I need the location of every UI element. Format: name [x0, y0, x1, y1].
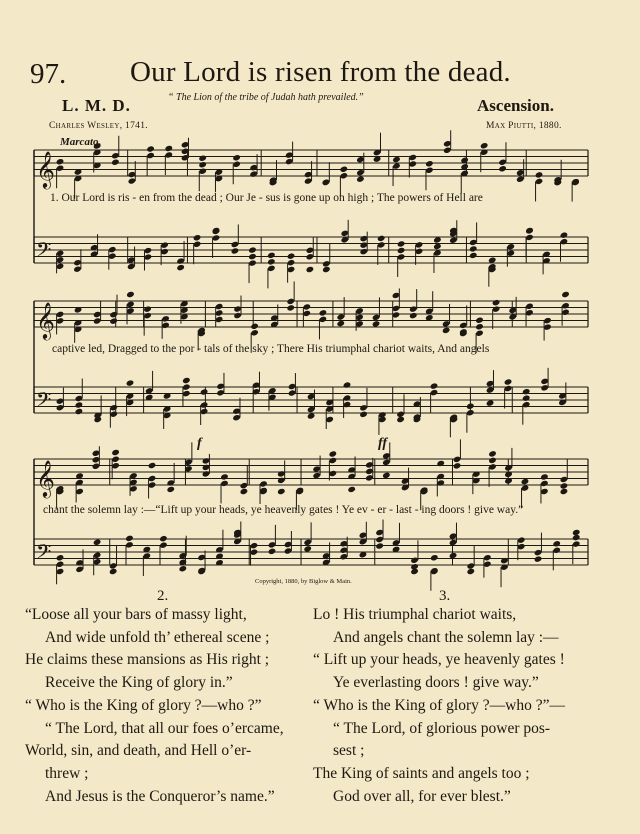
notehead: [179, 565, 188, 572]
notehead: [442, 327, 451, 334]
notehead: [480, 142, 489, 149]
verse-line: “ Lift up your heads, ye heavenly gates !: [313, 651, 565, 669]
verse-line: “ Who is the King of glory ?—who ?”: [25, 696, 262, 714]
notehead: [277, 488, 286, 495]
notehead: [146, 145, 155, 152]
notehead: [159, 535, 168, 542]
verse-line: Receive the King of glory in.”: [45, 674, 233, 692]
notehead: [382, 472, 391, 479]
verse-line: “Loose all your bars of massy light,: [25, 606, 247, 623]
verse-line: The King of saints and angels too ;: [313, 764, 530, 782]
notehead: [347, 486, 356, 493]
verse-line: And angels chant the solemn lay :—: [333, 628, 559, 646]
tempo-marking: Marcato.: [60, 136, 102, 148]
notehead: [306, 266, 315, 273]
verse-line: Ye everlasting doors ! give way.”: [333, 674, 539, 692]
notehead: [534, 555, 543, 562]
notehead: [109, 317, 118, 324]
notehead: [198, 155, 207, 162]
bass-clef-icon: 𝄢: [36, 540, 52, 568]
notehead: [231, 247, 240, 254]
treble-clef-icon: 𝄞: [36, 459, 55, 497]
notehead: [430, 554, 439, 561]
notehead: [466, 568, 475, 575]
notehead: [125, 535, 134, 542]
bass-clef-icon: 𝄢: [36, 238, 52, 266]
verse-number: 2.: [157, 588, 169, 604]
notehead: [148, 462, 157, 469]
notehead: [475, 323, 484, 330]
notehead: [525, 227, 534, 234]
copyright: Copyright, 1880, by Biglow & Main.: [255, 578, 352, 585]
hymn-title: Our Lord is risen from the dead.: [130, 56, 511, 88]
notehead: [267, 258, 276, 265]
dynamic-forte: f: [197, 436, 202, 451]
treble-clef-icon: 𝄞: [36, 150, 55, 188]
verse-line: threw ;: [45, 764, 89, 782]
notehead: [397, 247, 406, 254]
notehead: [492, 299, 501, 306]
notehead: [329, 450, 338, 457]
notehead: [409, 312, 418, 319]
notehead: [372, 320, 381, 327]
notehead: [193, 234, 202, 241]
treble-clef-icon: 𝄞: [36, 301, 55, 339]
verse-line: Lo ! His triumphal chariot waits,: [313, 606, 517, 623]
notehead: [572, 529, 581, 536]
lyric-line-2: captive led, Dragged to the por - tals of the sky ; There His triumphal chariot waits, And angels: [52, 343, 490, 355]
meter: L. M. D.: [62, 96, 131, 115]
notehead: [522, 394, 531, 401]
notehead: [535, 171, 544, 178]
notehead: [397, 240, 406, 247]
composer: Max Piutti, 1880.: [486, 121, 562, 131]
notehead: [375, 542, 384, 549]
notehead: [425, 160, 434, 167]
notehead: [267, 252, 276, 259]
notehead: [75, 401, 84, 408]
notehead: [336, 320, 345, 327]
verse-line: “ Who is the King of glory ?—who ?”—: [313, 696, 565, 714]
notehead: [521, 478, 530, 485]
notehead: [248, 253, 257, 260]
notehead: [126, 291, 135, 298]
notehead: [340, 166, 349, 173]
tune-name: Ascension.: [477, 96, 554, 115]
notehead: [475, 317, 484, 324]
bass-clef-icon: 𝄢: [36, 388, 52, 416]
verse-line: sest ;: [333, 742, 365, 760]
notehead: [176, 264, 185, 271]
notehead: [75, 408, 84, 415]
notehead: [522, 388, 531, 395]
verse-3: [313, 604, 565, 808]
notehead: [356, 176, 365, 183]
verse-line: And Jesus is the Conqueror’s name.”: [45, 787, 275, 805]
notehead: [287, 253, 296, 260]
notehead: [268, 548, 277, 555]
notehead: [220, 473, 229, 480]
notehead: [488, 450, 497, 457]
notehead: [303, 545, 312, 552]
notehead: [396, 416, 405, 423]
notehead: [250, 323, 259, 330]
notehead: [561, 291, 570, 298]
author: Charles Wesley, 1741.: [49, 121, 148, 131]
notehead: [198, 161, 207, 168]
lyric-line-1: 1. Our Lord is ris - en from the dead ; Our Je - sus is gone up on high ; The powers of Hell are: [50, 192, 483, 204]
notehead: [343, 381, 352, 388]
hymn-number: 97.: [30, 58, 67, 90]
notehead: [560, 482, 569, 489]
notehead: [109, 568, 118, 575]
notehead: [286, 304, 295, 311]
notehead: [93, 539, 102, 546]
notehead: [430, 382, 439, 389]
verse-line: World, sin, and death, and Hell o’er-: [25, 742, 252, 760]
notehead: [488, 457, 497, 464]
verse-line: He claims these mansions as His right ;: [25, 651, 270, 669]
verse-2: [25, 604, 284, 808]
notehead: [486, 399, 495, 406]
notehead: [453, 462, 462, 469]
notehead: [469, 252, 478, 259]
notehead: [232, 154, 241, 161]
verse-line: “ The Lord, that all our foes o’ercame,: [45, 719, 284, 737]
verse-line: And wide unfold th’ ethereal scene ;: [45, 628, 270, 646]
notehead: [200, 388, 209, 395]
notehead: [552, 540, 561, 547]
verse-line: God over all, for ever blest.”: [333, 787, 511, 805]
notehead: [248, 246, 257, 253]
notehead: [560, 488, 569, 495]
lyric-line-3: chant the solemn lay :—“Lift up your heads, ye heavenly gates ! Ye ev - er - last - ing doors ! give way.”: [43, 504, 524, 516]
dynamic-fortissimo: ff: [378, 436, 388, 451]
notehead: [319, 309, 328, 316]
notehead: [560, 232, 569, 239]
notehead: [498, 165, 507, 172]
notehead: [466, 403, 475, 410]
notehead: [322, 266, 331, 273]
notehead: [111, 449, 120, 456]
verse-number: 3.: [439, 588, 451, 604]
notehead: [392, 156, 401, 163]
notehead: [166, 486, 175, 493]
notehead: [182, 377, 191, 384]
notehead: [410, 568, 419, 575]
verse-line: “ The Lord, of glorious power pos-: [333, 719, 551, 737]
notehead: [359, 411, 368, 418]
notehead: [164, 145, 173, 152]
notehead: [56, 158, 65, 165]
notehead: [126, 379, 135, 386]
notehead: [469, 245, 478, 252]
notehead: [504, 378, 513, 385]
notehead: [436, 460, 445, 467]
notehead: [111, 159, 120, 166]
epigraph: “ The Lion of the tribe of Judah hath prevailed.”: [168, 92, 364, 103]
notehead: [143, 305, 152, 312]
notehead: [540, 473, 549, 480]
notehead: [240, 488, 249, 495]
notehead: [377, 235, 386, 242]
notehead: [56, 554, 65, 561]
